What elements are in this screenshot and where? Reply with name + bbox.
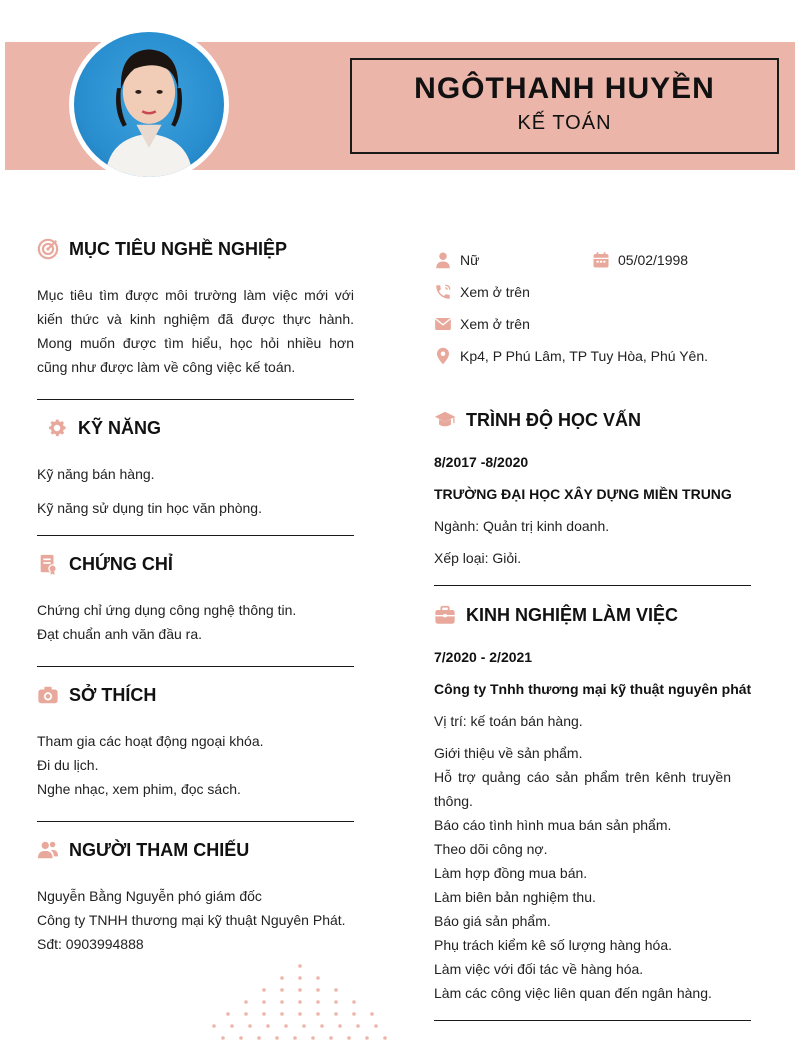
- birthday-value: 05/02/1998: [618, 252, 689, 268]
- calendar-icon: [592, 251, 610, 269]
- phone-icon: [434, 283, 452, 301]
- task-item: Giới thiệu về sản phẩm.: [434, 745, 583, 761]
- address-row: [434, 347, 708, 365]
- divider: [37, 666, 354, 667]
- task-item: Làm biên bản nghiệm thu.: [434, 889, 596, 905]
- address-value: Kp4, P Phú Lâm, TP Tuy Hòa, Phú Yên.: [460, 348, 709, 364]
- gender-row: [434, 251, 479, 269]
- company-name: Công ty Tnhh thương mại kỹ thuật nguyên phát: [434, 681, 752, 697]
- reference-item: Nguyễn Bằng Nguyễn phó giám đốc: [37, 888, 262, 904]
- map-pin-icon: [434, 347, 452, 365]
- task-item: Làm hợp đồng mua bán.: [434, 865, 588, 881]
- portrait-image: [74, 32, 224, 177]
- hobby-item: Đi du lịch.: [37, 757, 99, 773]
- birthday-row: [592, 251, 688, 269]
- phone-value: Xem ở trên: [460, 284, 530, 300]
- task-item: Phụ trách kiểm kê số lượng hàng hóa.: [434, 937, 673, 953]
- hobbies-heading: SỞ THÍCH: [37, 684, 156, 706]
- full-name: NGÔTHANH HUYỀN: [414, 72, 715, 105]
- email-row: [434, 315, 530, 333]
- task-item: Hỗ trợ quảng cáo sản phẩm trên kênh truyền thông.: [434, 769, 731, 809]
- task-list: [434, 741, 731, 1005]
- divider: [37, 821, 354, 822]
- references-heading: NGƯỜI THAM CHIẾU: [37, 839, 249, 861]
- envelope-icon: [434, 315, 452, 333]
- target-icon: [37, 238, 59, 260]
- task-item: Làm các công việc liên quan đến ngân hàng.: [434, 985, 712, 1001]
- experience-heading: KINH NGHIỆM LÀM VIỆC: [434, 604, 678, 626]
- camera-icon: [37, 684, 59, 706]
- skill-item: Kỹ năng sử dụng tin học văn phòng.: [37, 500, 262, 516]
- email-value: Xem ở trên: [460, 316, 530, 332]
- briefcase-icon: [434, 604, 456, 626]
- certificate-item: Chứng chỉ ứng dụng công nghệ thông tin.: [37, 602, 297, 618]
- divider: [434, 1020, 751, 1021]
- education-period: 8/2017 -8/2020: [434, 454, 529, 470]
- certificates-heading: CHỨNG CHỈ: [37, 553, 173, 575]
- job-position: Vị trí: kế toán bán hàng.: [434, 713, 583, 729]
- certificate-icon: [37, 553, 59, 575]
- dot-pattern-decoration: [205, 960, 395, 1045]
- objective-heading: MỤC TIÊU NGHỀ NGHIỆP: [37, 238, 287, 260]
- objective-text: Mục tiêu tìm được môi trường làm việc mới với kiến thức và kinh nghiệm đã được thực hành. Mong muốn được tìm hiểu, học hỏi nhiều hơn cũng như được làm về công việc kế toán.: [37, 287, 354, 375]
- task-item: Theo dõi công nợ.: [434, 841, 548, 857]
- task-item: Làm việc với đối tác về hàng hóa.: [434, 961, 644, 977]
- phone-row: [434, 283, 530, 301]
- reference-item: Sđt: 0903994888: [37, 936, 144, 952]
- divider: [434, 585, 751, 586]
- skill-item: Kỹ năng bán hàng.: [37, 466, 155, 482]
- hobby-item: Nghe nhạc, xem phim, đọc sách.: [37, 781, 241, 797]
- job-title: KẾ TOÁN: [517, 112, 612, 134]
- name-box: [350, 58, 779, 154]
- divider: [37, 535, 354, 536]
- education-major: Ngành: Quản trị kinh doanh.: [434, 518, 610, 534]
- certificate-item: Đạt chuẩn anh văn đầu ra.: [37, 626, 203, 642]
- hobby-item: Tham gia các hoạt động ngoại khóa.: [37, 733, 264, 749]
- experience-period: 7/2020 - 2/2021: [434, 649, 533, 665]
- task-item: Báo giá sản phẩm.: [434, 913, 551, 929]
- profile-photo: [69, 27, 229, 182]
- divider: [37, 399, 354, 400]
- reference-item: Công ty TNHH thương mại kỹ thuật Nguyên Phát.: [37, 912, 346, 928]
- users-icon: [37, 839, 59, 861]
- gear-icon: [46, 417, 68, 439]
- school-name: TRƯỜNG ĐẠI HỌC XÂY DỰNG MIỀN TRUNG: [434, 486, 732, 502]
- person-icon: [434, 251, 452, 269]
- task-item: Báo cáo tình hình mua bán sản phẩm.: [434, 817, 672, 833]
- education-grade: Xếp loại: Giỏi.: [434, 550, 522, 566]
- skills-heading: KỸ NĂNG: [46, 417, 161, 439]
- gender-value: Nữ: [460, 252, 480, 268]
- graduation-cap-icon: [434, 409, 456, 431]
- education-heading: TRÌNH ĐỘ HỌC VẤN: [434, 409, 641, 431]
